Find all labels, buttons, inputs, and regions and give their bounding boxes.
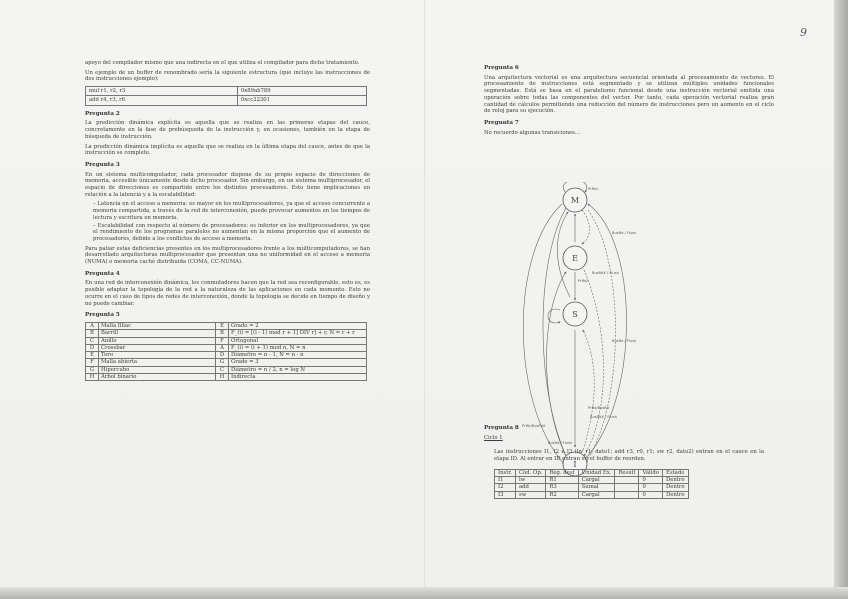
question-3-list — [93, 201, 370, 242]
question-3-intro: En un sistema multicomputador, cada procesador dispone de su propio espacio de direcciones de memoria, accesible únicamente desde dicho procesador. Sin embargo, en un sistema multiprocesador, el espacio de direcciones es compartido entre los distintos procesadores. Esto tiene implicaciones en relación a la latencia y a la escalabilidad: — [85, 171, 370, 198]
table-cell: Cargal — [578, 477, 615, 484]
table-cell: H — [86, 374, 99, 381]
table-cell: E — [216, 322, 229, 329]
table-cell: Malla Illiac — [99, 322, 216, 329]
table-cell: A — [216, 344, 229, 351]
paper-bottom-edge — [0, 587, 848, 599]
state-m-label: M — [570, 196, 580, 205]
question-8-title: Pregunta 8 — [484, 425, 519, 431]
table-cell: Dentro — [662, 477, 688, 484]
question-8-paragraph: Las instrucciones I1, I2 e I3 (lw r1, dato1; add r3, r0, r1; sw r2, dato2) entran en el cauce en la etapa ID. Al entrar en ID entran en el buffer de reorden. — [494, 449, 764, 463]
column-header: Reg. dest — [546, 469, 578, 476]
table-cell: Grado = 3 — [229, 359, 367, 366]
state-s-label: S — [572, 310, 578, 319]
table-row — [86, 366, 367, 373]
table-cell: D — [86, 344, 99, 351]
table-cell: H — [216, 374, 229, 381]
table-row — [86, 337, 367, 344]
table-cell: Indirecta — [229, 374, 367, 381]
table-cell: R1 — [546, 477, 578, 484]
table-cell: F — [216, 337, 229, 344]
table-cell: Sumal — [578, 484, 615, 491]
question-7-paragraph: No recuerdo algunas transiciones… — [484, 129, 581, 136]
question-8-section — [484, 420, 774, 499]
transition-label: BusRdX / Flush — [592, 271, 619, 275]
transition-label: PrRd/– — [578, 279, 590, 283]
self-loop-s — [548, 309, 560, 323]
table-cell: B — [216, 330, 229, 337]
table-row — [86, 344, 367, 351]
table-cell: lw — [515, 477, 545, 484]
paper-edge — [834, 0, 848, 599]
table-cell: Barrill — [99, 330, 216, 337]
table-row — [86, 330, 367, 337]
table-row — [86, 87, 367, 96]
transition-label: PrWr/BusRdX — [522, 424, 546, 428]
question-2-paragraph-1: La predicción dinámica explícita es aquella que se realiza en las primeras etapas del cauce, concretamente en la fase de prebúsqueda de la instrucción y, en ocasiones, también en la etapa de búsqueda de instrucción. — [85, 120, 370, 140]
table-cell: 0x89ab789 — [237, 87, 366, 96]
table-header-row — [495, 469, 689, 476]
table-cell: Anillo — [99, 337, 216, 344]
question-4-title: Pregunta 4 — [85, 270, 120, 277]
table-cell: Diámetro = n - 1, N = n · n — [229, 352, 367, 359]
column-header: Estado — [662, 469, 688, 476]
column-header: Cód. Op. — [515, 469, 545, 476]
table-cell: I3 — [495, 491, 516, 498]
table-cell: 0 — [639, 491, 662, 498]
transition-label: PrRd/BusRd — [588, 406, 609, 410]
column-header: Result — [615, 469, 639, 476]
table-row — [86, 359, 367, 366]
question-2-paragraph-2: La predicción dinámica implícita es aquella que se realiza en la última etapa del cauce, antes de que la instrucción se complete. — [85, 143, 370, 157]
table-cell: B — [86, 330, 99, 337]
table-cell — [615, 491, 639, 498]
page-fold — [424, 0, 426, 599]
edge-m-e-dashed — [582, 210, 590, 244]
reorder-buffer-table — [494, 469, 689, 499]
table-cell: Crossbar — [99, 344, 216, 351]
question-6-title: Pregunta 6 — [484, 65, 519, 71]
question-2-title: Pregunta 2 — [85, 110, 120, 117]
table-cell: Grado = 2 — [229, 322, 367, 329]
table-cell: F_(i) = (i + 1) mod n, N = n — [229, 344, 367, 351]
list-item: – Latencia en el acceso a memoria: es mayor en los multiprocesadores, ya que el acceso concurrente a memoria compartida, a través de la red de interconexión, puede provocar aumentos en los tiempos de lectura y escritura en memoria. — [93, 201, 370, 221]
table-cell: Hipercubo — [99, 366, 216, 373]
question-8-subtitle: Ciclo 1 — [484, 434, 503, 441]
transition-label: BusRdX / Flush — [590, 415, 617, 419]
table-row — [86, 374, 367, 381]
table-row — [495, 477, 689, 484]
rename-buffer-table — [85, 86, 367, 106]
state-i-label: I — [573, 460, 577, 469]
table-cell — [615, 477, 639, 484]
table-row — [86, 352, 367, 359]
table-cell: C — [86, 337, 99, 344]
table-cell: E — [86, 352, 99, 359]
table-cell: Ortogonal — [229, 337, 367, 344]
table-cell: Dentro — [662, 484, 688, 491]
state-e-label: E — [572, 254, 578, 263]
table-row — [86, 96, 367, 105]
question-7-title: Pregunta 7 — [484, 119, 519, 126]
table-cell: Árbol binario — [99, 374, 216, 381]
table-cell: 0 — [639, 477, 662, 484]
right-column — [484, 60, 774, 139]
network-match-table — [85, 322, 367, 381]
table-cell: 0 — [639, 484, 662, 491]
table-cell: Toro — [99, 352, 216, 359]
table-cell: sw — [515, 491, 545, 498]
question-3-title: Pregunta 3 — [85, 161, 120, 168]
table-cell: 0xcc22301 — [237, 96, 366, 105]
table-cell: G — [216, 359, 229, 366]
table-cell: R2 — [546, 491, 578, 498]
intro-paragraph-1: apoyo del compilador mismo que una indirecta en el que utiliza el compilador para dicho tratamiento. — [85, 60, 360, 66]
table-cell: Malla abierta — [99, 359, 216, 366]
page-number: 9 — [800, 26, 807, 39]
column-header: Válido — [639, 469, 662, 476]
column-header: Unidad Ex. — [578, 469, 615, 476]
table-cell — [615, 484, 639, 491]
table-cell: mul r1, r2, r3 — [86, 87, 238, 96]
table-cell: Dentro — [662, 491, 688, 498]
table-cell: R3 — [546, 484, 578, 491]
table-cell: add r4, r3, r6 — [86, 96, 238, 105]
table-cell: A — [86, 322, 99, 329]
table-cell: Cargal — [578, 491, 615, 498]
question-3-outro: Para paliar estas deficiencias presentes en los multiprocesadores frente a los multicomputadores, se han desarrollado arquitecturas multiprocesador que presentan una no uniformidad en el acceso a memoria (NUMA) o memoria caché distribuida (COMA, CC-NUMA). — [85, 245, 370, 266]
table-cell: G — [86, 366, 99, 373]
question-5-title: Pregunta 5 — [85, 312, 120, 319]
transition-label: BusRd / Flush — [612, 339, 637, 343]
table-cell: F_(i) = [(i - 1) mod r + 1] DIV r] + r, N = r + r — [229, 330, 367, 337]
table-cell: add — [515, 484, 545, 491]
question-4-paragraph: En una red de interconexión dinámica, los conmutadores hacen que la red sea reconfigurable, esto es, es posible adaptar la topología de la red a la naturaleza de las aplicaciones en cada momento. Esto no ocurre en el caso de tipos de redes de interconexión, donde la topología se decide en tiempo de diseño y no puede cambiar. — [85, 280, 370, 307]
table-cell: C — [216, 366, 229, 373]
table-cell: F — [86, 359, 99, 366]
table-row — [495, 491, 689, 498]
transition-label: PrRd/– — [588, 187, 600, 191]
transition-label: BusRd / Flush — [548, 441, 573, 445]
intro-paragraph-2: Un ejemplo de un buffer de renombrado sería la siguiente estructura (que incluye las instrucciones de dos instrucciones ejemplo): — [85, 69, 370, 83]
table-cell: I1 — [495, 477, 516, 484]
left-column — [85, 60, 370, 381]
transition-label: BusRd / Flush — [612, 231, 637, 235]
list-item: – Escalabilidad con respecto al número de procesadores: es inferior en los multiprocesadores, ya que el rendimiento de los programas paralelos no aumentan en la misma proporción que el aumento de procesadores, debido a los conflictos de acceso a memoria. — [93, 223, 370, 243]
table-cell: D — [216, 352, 229, 359]
column-header: Instr. — [495, 469, 516, 476]
table-row — [86, 322, 367, 329]
table-cell: Diámetro = n / 2, n = log N — [229, 366, 367, 373]
table-row — [495, 484, 689, 491]
question-6-paragraph: Una arquitectura vectorial es una arquitectura secuencial orientada al procesamiento de vectores. El procesamiento de instrucciones está segmentado y se utilizan múltiples unidades funcionales segmentadas. Está se basa en el paralelismo funcional desde una instrucción vectorial emitida una operación sobre todas las componentes del vector. Por tanto, cada operación vectorial realiza gran cantidad de cálculos permitiendo una reducción del número de instrucciones pero un aumento en el ciclo de reloj para su ejecución. — [484, 74, 774, 115]
table-cell: I2 — [495, 484, 516, 491]
